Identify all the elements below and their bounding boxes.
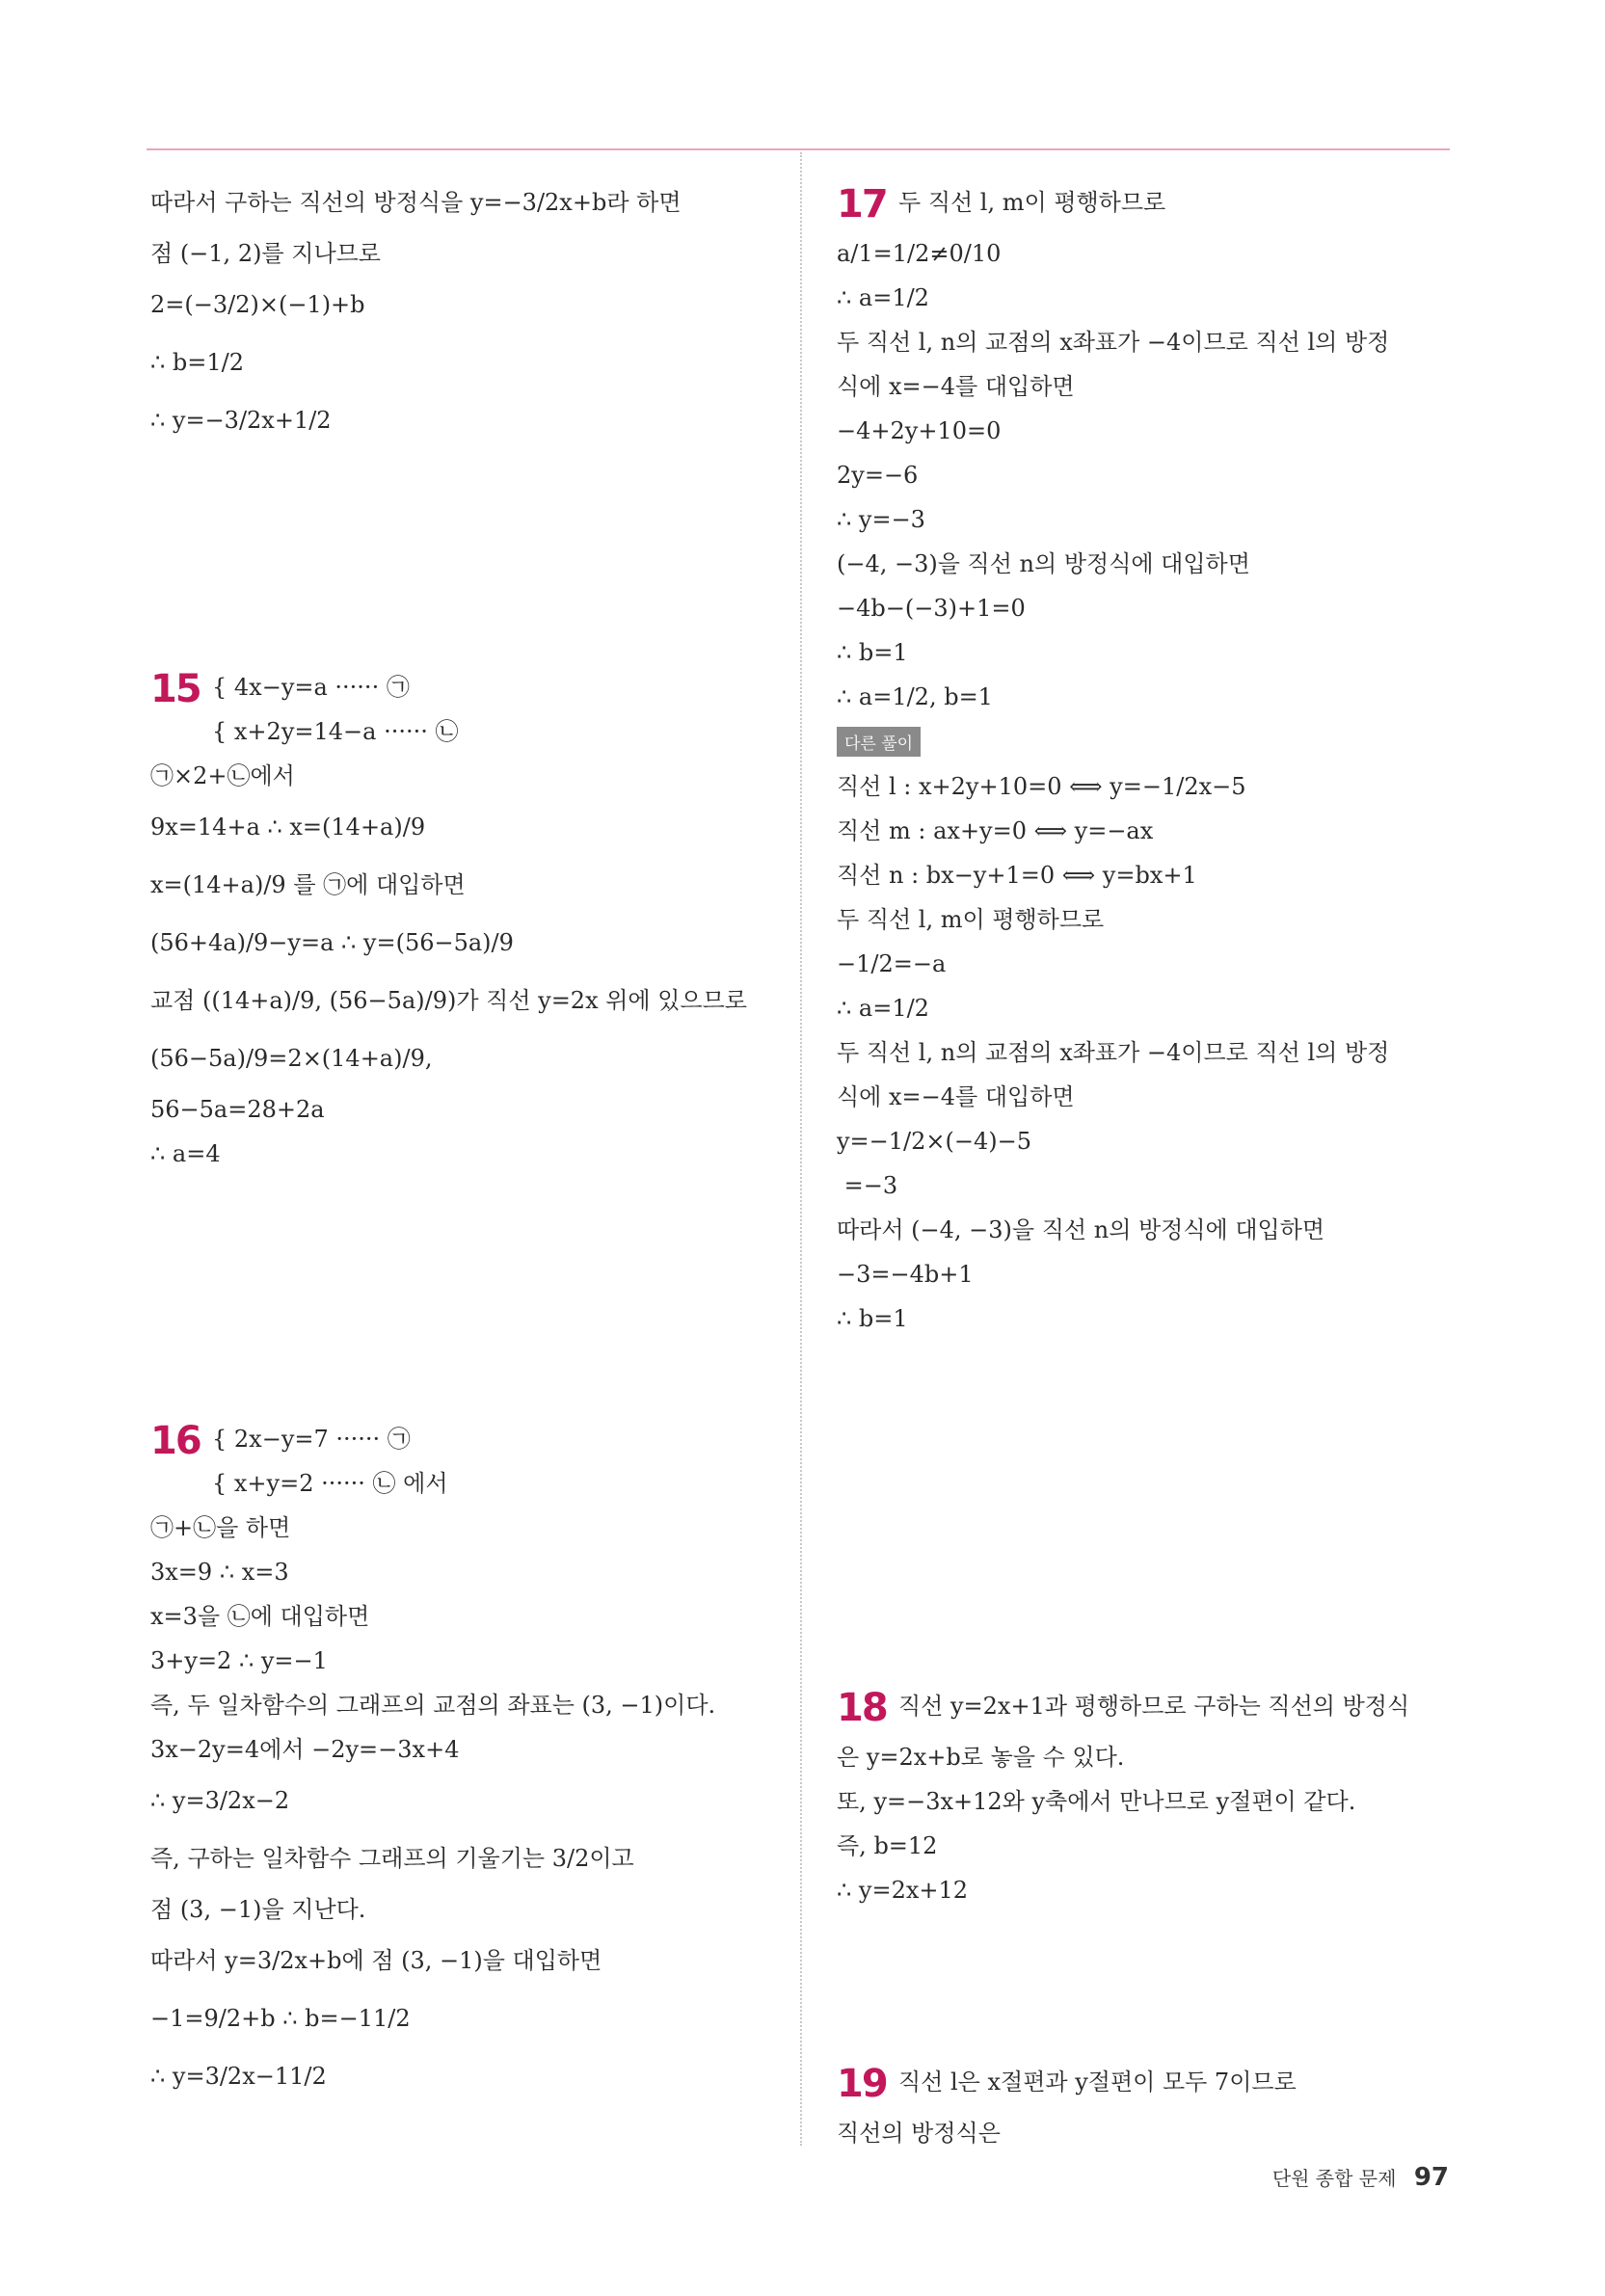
intro-solution — [150, 174, 767, 449]
solution-line: ∴ y=2x+12 — [837, 1877, 969, 1904]
solution-line: 3+y=2 ∴ y=−1 — [150, 1647, 328, 1674]
solution-line: 9x=14+a ∴ x=(14+a)/9 — [150, 814, 426, 841]
solution-line: { 4x−y=a ······ ㉠ — [212, 674, 410, 701]
solution-line: ∴ a=1/2 — [837, 284, 929, 311]
solution-line: ㉠+㉡을 하면 — [150, 1514, 291, 1541]
solution-line: 즉, 구하는 일차함수 그래프의 기울기는 3/2이고 — [150, 1845, 634, 1872]
solution-line: y=−1/2×(−4)−5 — [837, 1128, 1031, 1155]
problem-15 — [150, 665, 767, 1176]
solution-line: x=(14+a)/9 를 ㉠에 대입하면 — [150, 871, 466, 898]
solution-line: 교점 ((14+a)/9, (56−5a)/9)가 직선 y=2x 위에 있으므로 — [150, 987, 747, 1014]
solution-line: =−3 — [837, 1172, 898, 1199]
solution-line: ∴ y=−3 — [837, 506, 925, 533]
alternative-solution-badge: 다른 풀이 — [837, 727, 921, 757]
problem-number: 18 — [837, 1685, 887, 1730]
solution-line: 따라서 y=3/2x+b에 점 (3, −1)을 대입하면 — [150, 1947, 602, 1974]
solution-line: ∴ a=1/2 — [837, 995, 929, 1022]
solution-line: 2y=−6 — [837, 462, 919, 489]
problem-17 — [837, 174, 1454, 1341]
solution-line: ∴ a=4 — [150, 1140, 221, 1167]
solution-line: −4b−(−3)+1=0 — [837, 595, 1026, 622]
solution-line: 두 직선 l, m이 평행하므로 — [898, 189, 1166, 216]
solution-line: 직선 l : x+2y+10=0 ⟺ y=−1/2x−5 — [837, 773, 1246, 800]
problem-19 — [837, 2053, 1454, 2155]
solution-line: { x+2y=14−a ······ ㉡ — [212, 718, 459, 745]
solution-line: ∴ y=3/2x−2 — [150, 1787, 290, 1814]
solution-line: 따라서 구하는 직선의 방정식을 y=−3/2x+b라 하면 — [150, 189, 682, 216]
top-rule — [147, 148, 1450, 150]
solution-line: a/1=1/2≠0/10 — [837, 240, 1002, 267]
column-divider — [800, 152, 802, 2146]
section-title: 단원 종합 문제 — [1271, 2167, 1397, 2190]
problem-16 — [150, 1417, 767, 2105]
solution-line: 즉, b=12 — [837, 1832, 938, 1859]
solution-line: 3x=9 ∴ x=3 — [150, 1559, 289, 1586]
solution-line: (56−5a)/9=2×(14+a)/9, — [150, 1045, 433, 1072]
solution-line: 56−5a=28+2a — [150, 1096, 325, 1123]
solution-line: ∴ b=1/2 — [150, 349, 244, 376]
solution-line: −1=9/2+b ∴ b=−11/2 — [150, 2005, 411, 2032]
solution-line: ㉠×2+㉡에서 — [150, 762, 295, 789]
solution-line: ∴ b=1 — [837, 1305, 908, 1332]
solution-line: 직선 l은 x절편과 y절편이 모두 7이므로 — [898, 2069, 1297, 2096]
solution-line: 식에 x=−4를 대입하면 — [837, 1083, 1075, 1110]
solution-line: 즉, 두 일차함수의 그래프의 교점의 좌표는 (3, −1)이다. — [150, 1692, 716, 1719]
problem-number: 19 — [837, 2061, 887, 2106]
solution-line: 두 직선 l, n의 교점의 x좌표가 −4이므로 직선 l의 방정 — [837, 329, 1390, 356]
solution-line: 또, y=−3x+12와 y축에서 만나므로 y절편이 같다. — [837, 1788, 1356, 1815]
solution-line: 점 (3, −1)을 지난다. — [150, 1896, 366, 1923]
solution-line: 2=(−3/2)×(−1)+b — [150, 291, 365, 318]
solution-line: 식에 x=−4를 대입하면 — [837, 373, 1075, 400]
page-number: 97 — [1413, 2163, 1449, 2192]
solution-line: 직선 y=2x+1과 평행하므로 구하는 직선의 방정식 — [898, 1693, 1410, 1720]
solution-line: { 2x−y=7 ······ ㉠ — [212, 1426, 411, 1453]
solution-line: −1/2=−a — [837, 950, 947, 977]
solution-line: { x+y=2 ······ ㉡ 에서 — [212, 1470, 448, 1497]
solution-line: (−4, −3)을 직선 n의 방정식에 대입하면 — [837, 550, 1250, 577]
solution-line: ∴ y=3/2x−11/2 — [150, 2063, 327, 2090]
solution-line: 직선의 방정식은 — [837, 2120, 1001, 2147]
solution-line: 3x−2y=4에서 −2y=−3x+4 — [150, 1736, 460, 1763]
solution-line: 직선 m : ax+y=0 ⟺ y=−ax — [837, 817, 1154, 844]
solution-line: −4+2y+10=0 — [837, 417, 1002, 444]
solution-line: ∴ y=−3/2x+1/2 — [150, 407, 332, 434]
problem-18 — [837, 1677, 1454, 1912]
solution-line: −3=−4b+1 — [837, 1261, 974, 1288]
solution-line: 두 직선 l, n의 교점의 x좌표가 −4이므로 직선 l의 방정 — [837, 1039, 1390, 1066]
problem-number: 15 — [150, 666, 201, 711]
page-footer — [1272, 2163, 1449, 2192]
solution-line: 직선 n : bx−y+1=0 ⟺ y=bx+1 — [837, 862, 1197, 889]
problem-number: 16 — [150, 1418, 201, 1463]
solution-line: 따라서 (−4, −3)을 직선 n의 방정식에 대입하면 — [837, 1216, 1325, 1243]
solution-line: x=3을 ㉡에 대입하면 — [150, 1603, 370, 1630]
solution-line: ∴ a=1/2, b=1 — [837, 683, 993, 710]
solution-line: ∴ b=1 — [837, 639, 908, 666]
solution-line: 두 직선 l, m이 평행하므로 — [837, 906, 1105, 933]
solution-line: 점 (−1, 2)를 지나므로 — [150, 240, 381, 267]
solution-line: 은 y=2x+b로 놓을 수 있다. — [837, 1744, 1125, 1771]
solution-line: (56+4a)/9−y=a ∴ y=(56−5a)/9 — [150, 929, 514, 956]
problem-number: 17 — [837, 181, 887, 227]
